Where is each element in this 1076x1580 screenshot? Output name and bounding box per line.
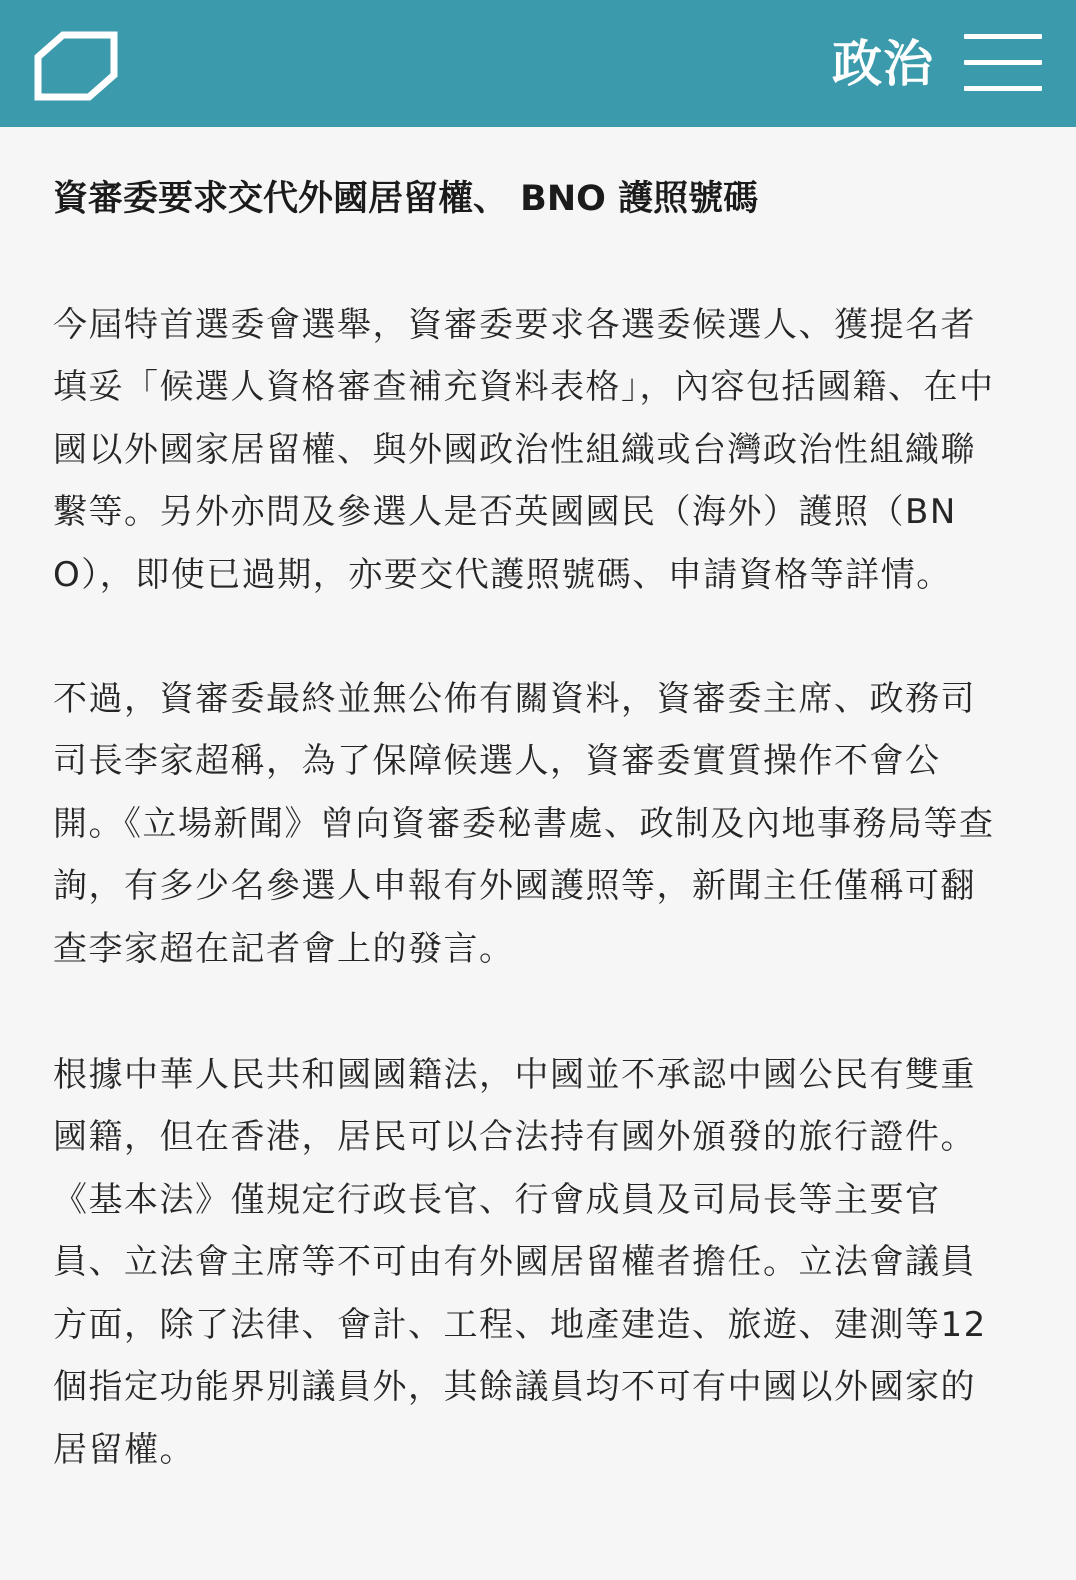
- article-body: [53, 168, 1011, 1481]
- menu-bar-bottom: [964, 86, 1042, 91]
- hexagon-outline-logo-icon[interactable]: [33, 30, 119, 102]
- top-header-bar: [0, 0, 1076, 127]
- article-paragraph-3: 根據中華人民共和國國籍法，中國並不承認中國公民有雙重國籍，但在香港，居民可以合法持有國外頒發的旅行證件。《基本法》僅規定行政長官、行會成員及司局長等主要官員、立法會主席等不可由有外國居留權者擔任。立法會議員方面，除了法律、會計、工程、地產建造、旅遊、建測等12 個指定功能界別議員外，其餘議員均不可有中國以外國家的居留權。: [53, 1055, 987, 1470]
- section-title[interactable]: 政治: [832, 35, 934, 93]
- article-paragraph-2: 不過，資審委最終並無公佈有關資料，資審委主席、政務司司長李家超稱，為了保障候選人，資審委實質操作不會公開。《立場新聞》曾向資審委秘書處、政制及內地事務局等查詢，有多少名參選人申報有外國護照等，新聞主任僅稱可翻查李家超在記者會上的發言。: [53, 679, 995, 969]
- article-paragraph-1: 今屆特首選委會選舉，資審委要求各選委候選人、獲提名者填妥「候選人資格審查補充資料表格」，內容包括國籍、在中國以外國家居留權、與外國政治性組織或台灣政治性組織聯繫等。另外亦問及參選人是否英國國民（海外）護照（BNO），即使已過期，亦要交代護照號碼、申請資格等詳情。: [53, 305, 995, 595]
- menu-bar-middle: [964, 60, 1042, 65]
- menu-bar-top: [964, 34, 1042, 39]
- hamburger-menu-icon[interactable]: [964, 34, 1042, 92]
- article-subheading: 資審委要求交代外國居留權、 BNO 護照號碼: [53, 179, 759, 219]
